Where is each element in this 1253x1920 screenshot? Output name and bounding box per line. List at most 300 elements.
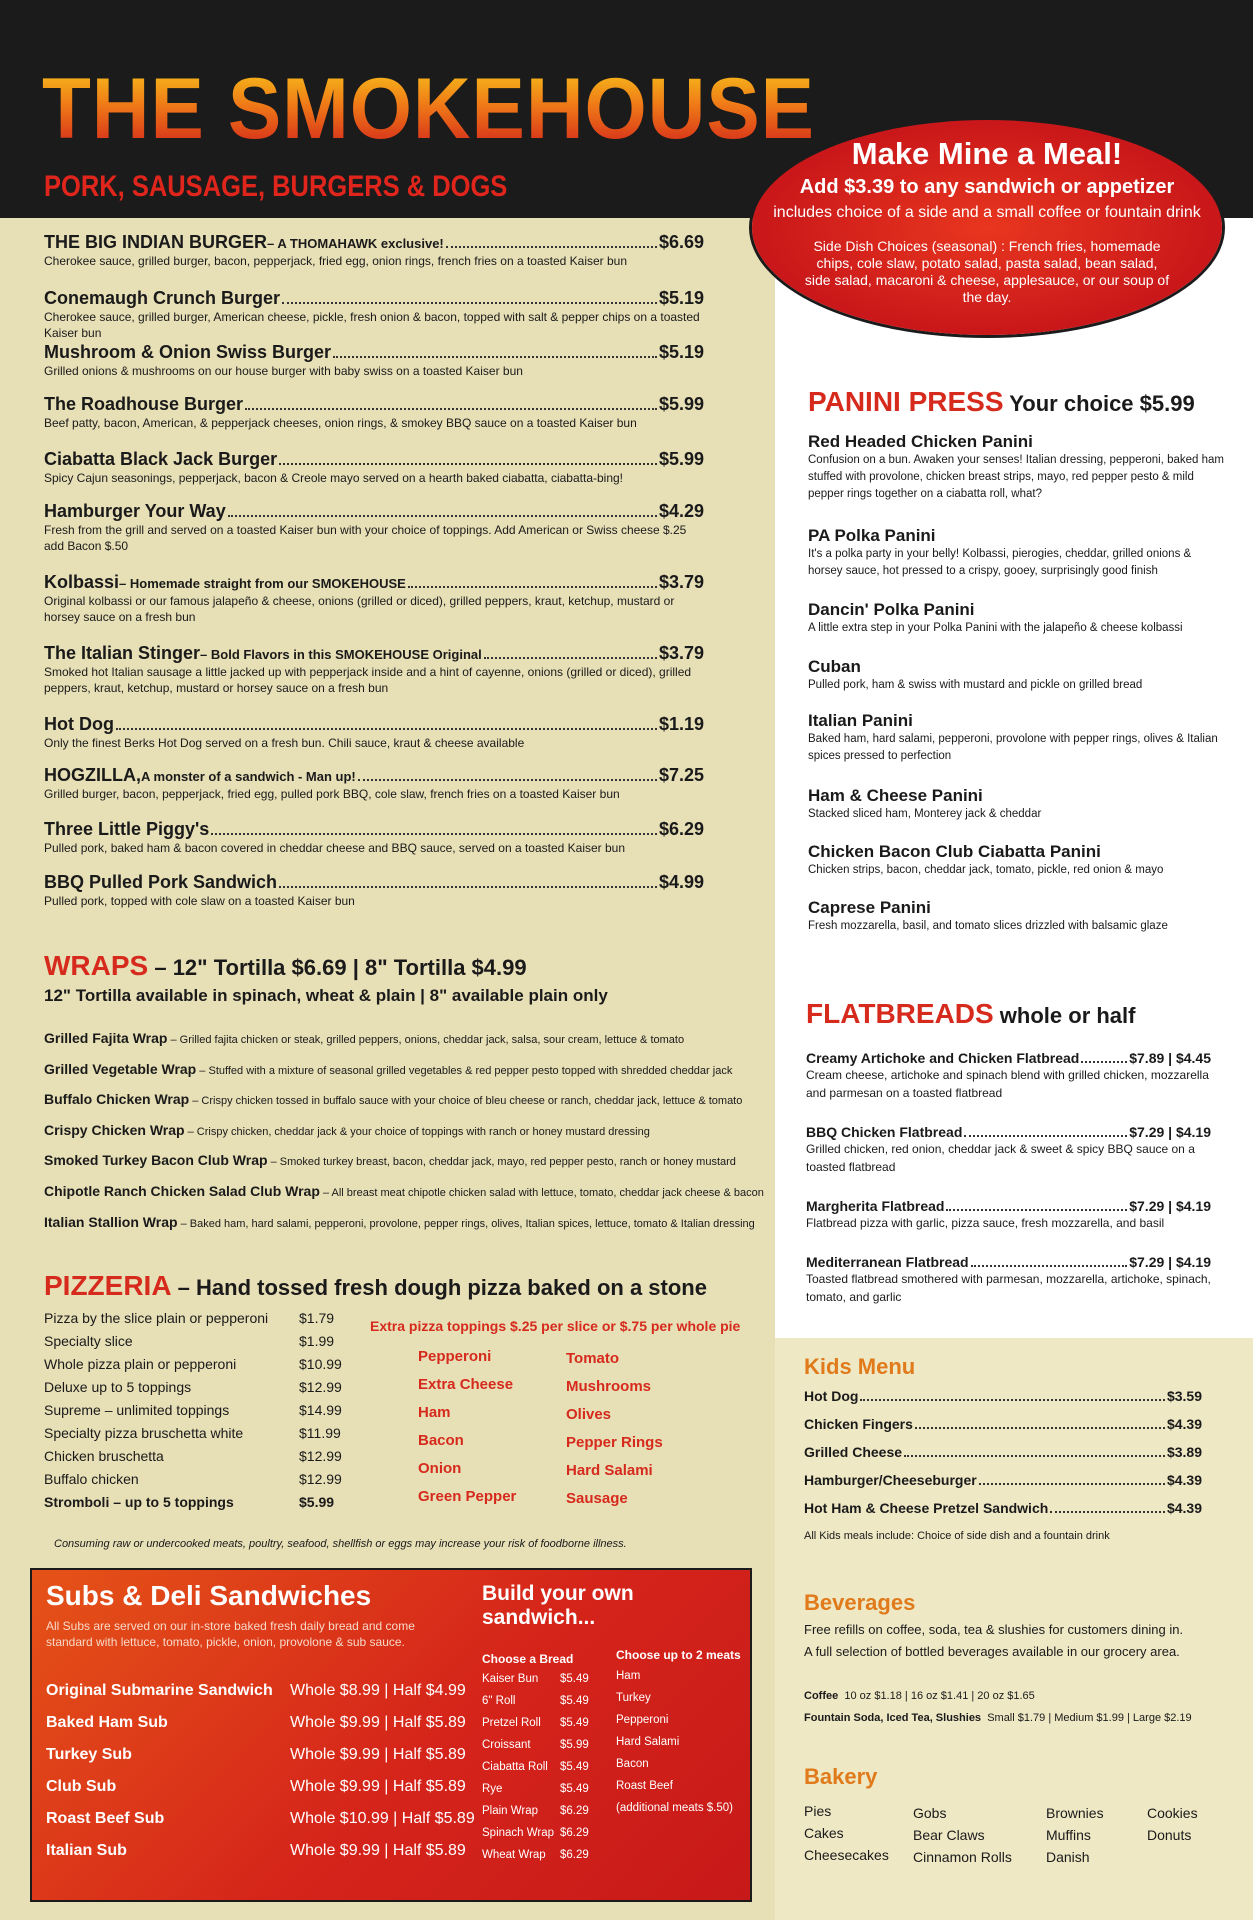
flatbread-price: $7.29 | $4.19 — [1129, 1254, 1211, 1270]
pizzeria-title: PIZZERIA — [44, 1270, 172, 1301]
pizza-name: Chicken bruschetta — [44, 1448, 164, 1464]
burger-desc: Grilled burger, bacon, pepperjack, fried egg, pulled pork BBQ, cole slaw, french fries on a toasted Kaiser bun — [44, 787, 620, 801]
burger-row — [44, 765, 704, 786]
topping: Pepperoni — [418, 1348, 492, 1365]
sub-name: Roast Beef Sub — [46, 1810, 165, 1827]
panini-desc: Confusion on a bun. Awaken your senses! Italian dressing, pepperoni, baked ham stuffed with provolone, chicken breast strips, mayo, red pepper pesto & mild pepper rings together on a ciabatta roll, what? — [808, 454, 1224, 500]
coffee-row — [804, 1690, 1035, 1702]
kids-name: Hamburger/Cheeseburger — [804, 1472, 977, 1488]
burger-price: $4.29 — [658, 501, 704, 521]
wrap-item — [44, 1152, 736, 1168]
kids-item — [804, 1444, 1202, 1460]
burger-desc: Cherokee sauce, grilled burger, American cheese, pickle, fresh onion & bacon, topped with salt & pepper chips on a toasted Kaiser bun — [44, 310, 700, 340]
wrap-name: Buffalo Chicken Wrap — [44, 1091, 190, 1107]
flatbread-row — [806, 1124, 1211, 1140]
flatbread-price: $7.89 | $4.45 — [1129, 1050, 1211, 1066]
bread-name: Kaiser Bun — [482, 1673, 539, 1685]
pizza-name: Specialty pizza bruschetta white — [44, 1425, 244, 1441]
kids-title: Kids Menu — [804, 1354, 916, 1379]
sub-price: Whole $9.99 | Half $5.89 — [290, 1746, 466, 1763]
meat-item: Bacon — [616, 1758, 649, 1770]
sub-row — [46, 1746, 475, 1778]
burger-item — [44, 572, 704, 625]
dot-leader — [446, 246, 657, 248]
bread-price: $6.29 — [560, 1805, 589, 1817]
pizza-name: Whole pizza plain or pepperoni — [44, 1356, 237, 1372]
burger-name: HOGZILLA, — [44, 765, 141, 785]
topping: Bacon — [418, 1432, 464, 1449]
dot-leader — [279, 886, 657, 888]
flatbreads-title: FLATBREADS — [806, 998, 994, 1029]
meal-title: Make Mine a Meal! — [851, 136, 1123, 171]
burger-row — [44, 232, 704, 253]
kids-item — [804, 1472, 1202, 1488]
pizza-price: $10.99 — [299, 1356, 342, 1372]
bakery-item: Danish — [1046, 1849, 1090, 1865]
bread-row — [482, 1717, 589, 1739]
pizza-row — [44, 1448, 342, 1471]
burger-desc: Pulled pork, baked ham & bacon covered in cheddar cheese and BBQ sauce, served on a toasted Kaiser bun — [44, 841, 626, 855]
pizza-price: $5.99 — [299, 1494, 335, 1510]
burger-tagline: A monster of a sandwich - Man up! — [141, 769, 356, 784]
burger-price: $3.79 — [658, 643, 704, 663]
bread-row — [482, 1739, 589, 1761]
subs-panel — [30, 1568, 752, 1902]
burger-price: $5.19 — [658, 288, 704, 308]
bread-row — [482, 1673, 589, 1695]
bakery-item: Brownies — [1046, 1805, 1104, 1821]
kids-name: Chicken Fingers — [804, 1416, 913, 1432]
bakery-col-4 — [1147, 1802, 1198, 1846]
pizza-price: $1.79 — [299, 1310, 335, 1326]
bread-price: $5.49 — [560, 1761, 589, 1773]
pizza-row — [44, 1402, 342, 1425]
meat-item: Hard Salami — [616, 1736, 680, 1748]
pizza-row — [44, 1356, 342, 1379]
topping: Mushrooms — [566, 1378, 652, 1395]
burger-name: Hot Dog — [44, 714, 114, 734]
wrap-desc: – Stuffed with a mixture of seasonal grilled vegetables & red pepper pesto topped with shredded cheddar jack — [196, 1065, 733, 1077]
dot-leader — [333, 356, 657, 358]
panini-desc: Chicken strips, bacon, cheddar jack, tomato, pickle, red onion & mayo — [808, 864, 1164, 876]
subs-title: Subs & Deli Sandwiches — [46, 1580, 372, 1611]
burger-item — [44, 819, 704, 856]
pizza-price: $11.99 — [299, 1425, 341, 1441]
flatbread-desc: Toasted flatbread smothered with parmesan, mozzarella, artichoke, spinach, tomato, and garlic — [806, 1272, 1211, 1304]
burger-row — [44, 288, 704, 309]
sub-price: Whole $8.99 | Half $4.99 — [290, 1682, 466, 1699]
meat-title: Choose up to 2 meats — [616, 1648, 741, 1662]
burger-item — [44, 232, 704, 269]
meal-includes-line: includes choice of a side and a small coffee or fountain drink — [773, 204, 1201, 221]
bakery-item: Muffins — [1046, 1827, 1091, 1843]
burger-item — [44, 449, 704, 486]
bread-row — [482, 1761, 589, 1783]
burger-desc: Beef patty, bacon, American, & pepperjack cheeses, onion rings, & smokey BBQ sauce on a toasted Kaiser bun — [44, 416, 637, 430]
topping: Pepper Rings — [566, 1434, 663, 1451]
pizza-price-list — [44, 1310, 342, 1517]
dot-leader — [1050, 1511, 1165, 1513]
sub-price: Whole $9.99 | Half $5.89 — [290, 1778, 466, 1795]
panini-name: Caprese Panini — [808, 898, 931, 917]
bakery-col-3 — [1046, 1802, 1104, 1868]
topping: Ham — [418, 1404, 451, 1421]
burger-desc: Spicy Cajun seasonings, pepperjack, bacon & Creole mayo served on a hearth baked ciabatta, ciabatta-bing! — [44, 471, 624, 485]
pizza-row — [44, 1471, 342, 1494]
sub-row — [46, 1810, 475, 1842]
wrap-desc: – Grilled fajita chicken or steak, grilled peppers, onions, cheddar jack, salsa, sour cream, lettuce & tomato — [167, 1034, 685, 1046]
panini-desc: Stacked sliced ham, Monterey jack & cheddar — [808, 808, 1042, 820]
bread-row — [482, 1783, 589, 1805]
topping: Green Pepper — [418, 1488, 517, 1505]
wrap-item — [44, 1183, 764, 1199]
wrap-item — [44, 1030, 684, 1046]
pizza-name: Stromboli – up to 5 toppings — [44, 1494, 234, 1510]
pizza-row — [44, 1494, 342, 1517]
burger-row — [44, 714, 704, 735]
meal-sides-line: Side Dish Choices (seasonal) : French fries, homemade chips, cole slaw, potato salad, pasta salad, bean salad, side salad, macaroni & cheese, applesauce, or our soup of the day. — [804, 238, 1170, 305]
burger-price: $3.79 — [658, 572, 704, 592]
bread-name: Spinach Wrap — [482, 1827, 555, 1839]
topping: Hard Salami — [566, 1462, 653, 1479]
burger-desc: Smoked hot Italian sausage a little jacked up with pepperjack inside and a hint of cayenne, onions (grilled or diced), grilled peppers, kraut, ketchup, mustard or horsey sauce on a fresh bun — [44, 665, 692, 695]
subs-note: All Subs are served on our in-store baked fresh daily bread and come standard with lettuce, tomato, pickle, onion, provolone & sub sauce. — [46, 1619, 415, 1649]
dot-leader — [408, 586, 657, 588]
dot-leader — [860, 1399, 1165, 1401]
flatbread-desc: Grilled chicken, red onion, cheddar jack & sweet & spicy BBQ sauce on a toasted flatbread — [806, 1142, 1195, 1174]
pizza-row — [44, 1310, 342, 1333]
sub-name: Italian Sub — [46, 1842, 127, 1859]
pizza-name: Buffalo chicken — [44, 1471, 139, 1487]
bread-row — [482, 1849, 589, 1871]
kids-item — [804, 1500, 1202, 1516]
burger-name: The Italian Stinger — [44, 643, 201, 663]
beverages-line1: Free refills on coffee, soda, tea & slushies for customers dining in. — [804, 1622, 1184, 1637]
panini-heading — [808, 386, 1195, 418]
burger-price: $5.99 — [658, 449, 704, 469]
panini-subtitle: Your choice $5.99 — [1003, 391, 1195, 416]
meat-item: Turkey — [616, 1692, 651, 1704]
burger-desc: Only the finest Berks Hot Dog served on a fresh bun. Chili sauce, kraut & cheese available — [44, 736, 525, 750]
flatbread-item — [806, 1050, 1211, 1102]
panini-item — [808, 786, 1228, 823]
bread-name: Wheat Wrap — [482, 1849, 546, 1861]
pizza-name: Pizza by the slice plain or pepperoni — [44, 1310, 269, 1326]
flatbread-item — [806, 1254, 1211, 1306]
panini-desc: Fresh mozzarella, basil, and tomato slices drizzled with balsamic glaze — [808, 920, 1168, 932]
bread-price: $5.99 — [560, 1739, 589, 1751]
burger-name: Hamburger Your Way — [44, 501, 226, 521]
pizza-price: $12.99 — [299, 1471, 342, 1487]
bakery-item: Bear Claws — [913, 1827, 985, 1843]
dot-leader — [358, 779, 657, 781]
pizza-row — [44, 1333, 342, 1356]
panini-desc: Pulled pork, ham & swiss with mustard and pickle on grilled bread — [808, 679, 1143, 691]
toppings-left-col — [418, 1348, 516, 1516]
pizza-name: Specialty slice — [44, 1333, 133, 1349]
burger-row — [44, 449, 704, 470]
meal-deal-oval — [752, 120, 1222, 335]
bakery-col-1 — [804, 1800, 889, 1866]
coffee-label: Coffee — [804, 1690, 839, 1702]
burger-item — [44, 643, 704, 696]
wrap-item — [44, 1091, 742, 1107]
toppings-title: Extra pizza toppings $.25 per slice or $.75 per whole pie — [370, 1318, 741, 1334]
beverages-line2: A full selection of bottled beverages available in our grocery area. — [804, 1644, 1180, 1659]
bakery-item: Cookies — [1147, 1805, 1198, 1821]
panini-item — [808, 526, 1228, 580]
wrap-name: Crispy Chicken Wrap — [44, 1122, 185, 1138]
bread-price: $5.49 — [560, 1717, 589, 1729]
bread-row — [482, 1695, 589, 1717]
panini-name: Chicken Bacon Club Ciabatta Panini — [808, 842, 1101, 861]
fountain-row — [804, 1712, 1192, 1724]
coffee-prices: 10 oz $1.18 | 16 oz $1.41 | 20 oz $1.65 — [844, 1690, 1035, 1702]
burger-price: $5.19 — [658, 342, 704, 362]
bread-price: $6.29 — [560, 1849, 589, 1861]
bakery-item: Cakes — [804, 1825, 844, 1841]
pizza-name: Supreme – unlimited toppings — [44, 1402, 230, 1418]
burger-desc: Cherokee sauce, grilled burger, bacon, pepperjack, fried egg, onion rings, french fries on a toasted Kaiser bun — [44, 254, 628, 268]
dot-leader — [228, 515, 657, 517]
burger-name: Kolbassi — [44, 572, 120, 592]
toppings-right-col — [566, 1350, 663, 1518]
burger-name: Conemaugh Crunch Burger — [44, 288, 281, 308]
sub-name: Baked Ham Sub — [46, 1714, 168, 1731]
burger-tagline: – Homemade straight from our SMOKEHOUSE — [119, 576, 406, 591]
panini-title: PANINI PRESS — [808, 386, 1004, 417]
burger-tagline: – Bold Flavors in this SMOKEHOUSE Original — [200, 647, 482, 662]
bread-price: $5.49 — [560, 1783, 589, 1795]
bakery-item: Gobs — [913, 1805, 947, 1821]
flatbread-item — [806, 1198, 1211, 1232]
bread-name: 6" Roll — [482, 1695, 516, 1707]
bakery-item: Cheesecakes — [804, 1847, 889, 1863]
flatbread-item — [806, 1124, 1211, 1176]
wrap-name: Chipotle Ranch Chicken Salad Club Wrap — [44, 1183, 320, 1199]
beverages-title: Beverages — [804, 1590, 916, 1615]
wraps-heading — [44, 950, 527, 982]
dot-leader — [116, 728, 657, 730]
flatbread-name: BBQ Chicken Flatbread — [806, 1124, 963, 1140]
bread-name: Croissant — [482, 1739, 531, 1751]
panini-item — [808, 657, 1228, 694]
flatbread-row — [806, 1254, 1211, 1270]
dot-leader — [904, 1455, 1165, 1457]
wrap-name: Grilled Vegetable Wrap — [44, 1061, 197, 1077]
kids-price: $4.39 — [1166, 1472, 1202, 1488]
panini-desc: A little extra step in your Polka Panini with the jalapeño & cheese kolbassi — [808, 622, 1183, 634]
bread-row — [482, 1805, 589, 1827]
panini-item — [808, 600, 1228, 637]
meat-item: Ham — [616, 1670, 641, 1682]
dot-leader — [971, 1265, 1128, 1267]
bakery-col-2 — [913, 1802, 1012, 1868]
dot-leader — [915, 1427, 1165, 1429]
topping: Onion — [418, 1460, 462, 1477]
wrap-desc: – Smoked turkey breast, bacon, cheddar jack, mayo, red pepper pesto, ranch or honey mustard — [267, 1156, 736, 1168]
burger-row — [44, 572, 704, 593]
burger-item — [44, 872, 704, 909]
panini-item — [808, 711, 1228, 765]
pizza-price: $12.99 — [299, 1379, 342, 1395]
panini-desc: It's a polka party in your belly! Kolbassi, pierogies, cheddar, grilled onions & horsey sauce, hot pressed to a crispy, gooey, surprisingly good finish — [808, 548, 1192, 577]
flatbreads-heading — [806, 998, 1135, 1030]
burger-row — [44, 394, 704, 415]
meat-item: (additional meats $.50) — [616, 1802, 733, 1814]
bread-price: $5.49 — [560, 1673, 589, 1685]
flatbread-row — [806, 1198, 1211, 1214]
burger-row — [44, 643, 704, 664]
topping: Tomato — [566, 1350, 620, 1367]
wrap-desc: – All breast meat chipotle chicken salad with lettuce, tomato, cheddar jack cheese & bacon — [319, 1187, 764, 1199]
kids-price: $3.89 — [1166, 1444, 1202, 1460]
burger-desc: Grilled onions & mushrooms on our house burger with baby swiss on a toasted Kaiser bun — [44, 364, 523, 378]
burger-desc: Pulled pork, topped with cole slaw on a toasted Kaiser bun — [44, 894, 355, 908]
wrap-desc: – Baked ham, hard salami, pepperoni, provolone, pepper rings, olives, Italian spices, lettuce, tomato & Italian dressing — [177, 1218, 755, 1230]
kids-name: Hot Dog — [804, 1388, 859, 1404]
kids-note: All Kids meals include: Choice of side dish and a fountain drink — [804, 1530, 1110, 1542]
bread-price: $6.29 — [560, 1827, 589, 1839]
flatbread-name: Creamy Artichoke and Chicken Flatbread — [806, 1050, 1080, 1066]
burger-item — [44, 342, 704, 379]
burger-price: $5.99 — [658, 394, 704, 414]
bread-name: Pretzel Roll — [482, 1717, 541, 1729]
wraps-prices: – 12" Tortilla $6.69 | 8" Tortilla $4.99 — [148, 955, 527, 980]
sub-row — [46, 1682, 475, 1714]
dot-leader — [211, 833, 657, 835]
panini-name: PA Polka Panini — [808, 526, 936, 545]
bakery-item: Pies — [804, 1803, 832, 1819]
bakery-item: Cinnamon Rolls — [913, 1849, 1012, 1865]
flatbread-price: $7.29 | $4.19 — [1129, 1198, 1211, 1214]
bread-row — [482, 1827, 589, 1849]
burger-name: Ciabatta Black Jack Burger — [44, 449, 278, 469]
dot-leader — [1081, 1061, 1127, 1063]
kids-item — [804, 1416, 1202, 1432]
sub-row — [46, 1778, 475, 1810]
burger-item — [44, 394, 704, 431]
burger-item — [44, 765, 704, 802]
wrap-item — [44, 1061, 732, 1077]
dot-leader — [245, 408, 657, 410]
subs-list — [46, 1682, 475, 1874]
burger-tagline: – A THOMAHAWK exclusive! — [267, 236, 444, 251]
kids-name: Hot Ham & Cheese Pretzel Sandwich — [804, 1500, 1049, 1516]
wrap-desc: – Crispy chicken tossed in buffalo sauce with your choice of bleu cheese or ranch, cheddar jack, lettuce & tomato — [189, 1095, 743, 1107]
sub-price: Whole $9.99 | Half $5.89 — [290, 1842, 466, 1859]
burger-item — [44, 714, 704, 751]
flatbread-price: $7.29 | $4.19 — [1129, 1124, 1211, 1140]
burger-row — [44, 501, 704, 522]
burger-name: The Roadhouse Burger — [44, 394, 244, 414]
panini-desc: Baked ham, hard salami, pepperoni, provolone with pepper rings, olives & Italian spices pressed to perfection — [808, 733, 1218, 762]
bread-price: $5.49 — [560, 1695, 589, 1707]
panini-name: Cuban — [808, 657, 861, 676]
panini-name: Dancin' Polka Panini — [808, 600, 975, 619]
sub-row — [46, 1714, 475, 1746]
fountain-label: Fountain Soda, Iced Tea, Slushies — [804, 1712, 982, 1724]
menu-subtitle: PORK, SAUSAGE, BURGERS & DOGS — [44, 170, 508, 203]
bread-name: Ciabatta Roll — [482, 1761, 548, 1773]
pizza-row — [44, 1379, 342, 1402]
wrap-name: Grilled Fajita Wrap — [44, 1030, 168, 1046]
topping: Olives — [566, 1406, 612, 1423]
wrap-item — [44, 1122, 650, 1138]
burger-name: THE BIG INDIAN BURGER — [44, 232, 268, 252]
meat-item: Pepperoni — [616, 1714, 669, 1726]
panini-name: Ham & Cheese Panini — [808, 786, 983, 805]
burger-row — [44, 819, 704, 840]
dot-leader — [282, 302, 657, 304]
food-warning: Consuming raw or undercooked meats, poultry, seafood, shellfish or eggs may increase your risk of foodborne illness. — [54, 1538, 627, 1550]
panini-item — [808, 432, 1228, 503]
burger-price: $4.99 — [658, 872, 704, 892]
sub-price: Whole $10.99 | Half $5.89 — [290, 1810, 475, 1827]
sub-row — [46, 1842, 475, 1874]
wrap-name: Italian Stallion Wrap — [44, 1214, 178, 1230]
burger-item — [44, 288, 704, 341]
burger-name: Three Little Piggy's — [44, 819, 210, 839]
wrap-item — [44, 1214, 755, 1230]
bread-list — [482, 1673, 589, 1871]
kids-price: $3.59 — [1166, 1388, 1202, 1404]
burger-price: $7.25 — [658, 765, 704, 785]
meat-list — [616, 1670, 733, 1824]
sub-name: Original Submarine Sandwich — [46, 1682, 273, 1699]
flatbreads-subtitle: whole or half — [993, 1003, 1136, 1028]
dot-leader — [964, 1135, 1127, 1137]
wraps-title: WRAPS — [44, 950, 149, 981]
bakery-title: Bakery — [804, 1764, 878, 1789]
burger-row — [44, 872, 704, 893]
flatbread-name: Mediterranean Flatbread — [806, 1254, 969, 1270]
pizzeria-subtitle: – Hand tossed fresh dough pizza baked on a stone — [171, 1275, 707, 1300]
build-title: Build your own sandwich... — [482, 1582, 634, 1629]
dot-leader — [279, 463, 657, 465]
bread-name: Plain Wrap — [482, 1805, 539, 1817]
kids-price: $4.39 — [1166, 1416, 1202, 1432]
burger-name: Mushroom & Onion Swiss Burger — [44, 342, 332, 362]
pizza-name: Deluxe up to 5 toppings — [44, 1379, 192, 1395]
kids-item — [804, 1388, 1202, 1404]
burger-row — [44, 342, 704, 363]
sub-name: Turkey Sub — [46, 1746, 132, 1763]
wrap-name: Smoked Turkey Bacon Club Wrap — [44, 1152, 268, 1168]
wraps-note: 12" Tortilla available in spinach, wheat & plain | 8" available plain only — [44, 986, 608, 1005]
burger-price: $6.69 — [658, 232, 704, 252]
panini-name: Red Headed Chicken Panini — [808, 432, 1033, 451]
burger-desc: Fresh from the grill and served on a toasted Kaiser bun with your choice of toppings. Add American or Swiss cheese $.25 add Bacon $.50 — [44, 523, 687, 553]
menu-title: THE SMOKEHOUSE — [42, 61, 815, 157]
dot-leader — [979, 1483, 1165, 1485]
meat-item: Roast Beef — [616, 1780, 673, 1792]
panini-item — [808, 898, 1228, 935]
dot-leader — [484, 657, 657, 659]
fountain-prices: Small $1.79 | Medium $1.99 | Large $2.19 — [987, 1712, 1192, 1724]
wrap-desc: – Crispy chicken, cheddar jack & your choice of toppings with ranch or honey mustard dressing — [184, 1126, 650, 1138]
sub-price: Whole $9.99 | Half $5.89 — [290, 1714, 466, 1731]
bread-title: Choose a Bread — [482, 1652, 574, 1666]
pizza-price: $14.99 — [299, 1402, 342, 1418]
kids-name: Grilled Cheese — [804, 1444, 903, 1460]
pizza-row — [44, 1425, 342, 1448]
flatbread-desc: Cream cheese, artichoke and spinach blend with grilled chicken, mozzarella and parmesan on a toasted flatbread — [806, 1068, 1209, 1100]
bread-name: Rye — [482, 1783, 503, 1795]
flatbread-desc: Flatbread pizza with garlic, pizza sauce, fresh mozzarella, and basil — [806, 1216, 1165, 1230]
burger-item — [44, 501, 704, 554]
burger-price: $1.19 — [658, 714, 704, 734]
